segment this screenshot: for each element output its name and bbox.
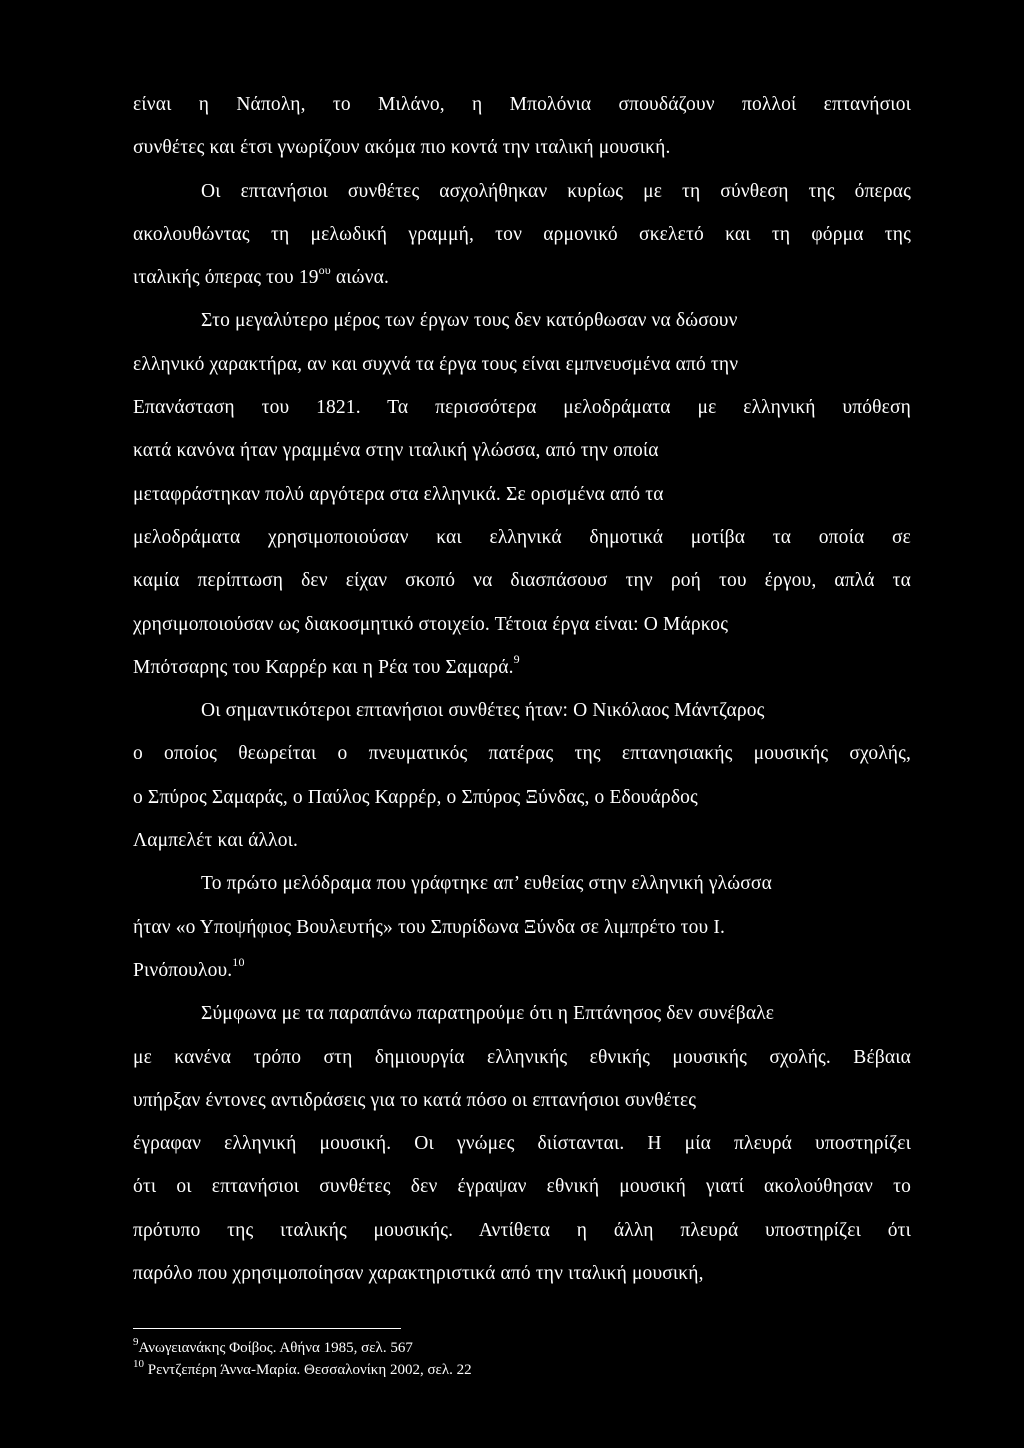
text-line: καμία περίπτωση δεν είχαν σκοπό να διασπάσουσ την ροή του έργου, απλά τα [133,570,911,592]
text-fragment: Μπότσαρης του Καρρέρ και η Ρέα του Σαμαρά. [133,656,514,678]
text-line: Στο μεγαλύτερο μέρος των έργων τους δεν κατόρθωσαν να δώσουν [201,310,738,332]
text-line: είναι η Νάπολη, το Μιλάνο, η Μπολόνια σπουδάζουν πολλοί επτανήσιοι [133,94,911,115]
footnote-number: 10 [133,1358,144,1370]
footnote-text: Ανωγειανάκης Φοίβος. Αθήνα 1985, σελ. 567 [138,1340,413,1356]
text-line: ακολουθώντας τη μελωδική γραμμή, τον αρμονικό σκελετό και τη φόρμα της [133,223,911,245]
text-line: Επανάσταση του 1821. Τα περισσότερα μελοδράματα με ελληνική υπόθεση [133,397,911,419]
text-line: με κανένα τρόπο στη δημιουργία ελληνικής εθνικής μουσικής σχολής. Βέβαια [133,1046,911,1068]
text-line: υπήρξαν έντονες αντιδράσεις για το κατά πόσο οι επτανήσιοι συνθέτες [133,1089,697,1111]
text-line [133,256,911,299]
text-line: παρόλο που χρησιμοποίησαν χαρακτηριστικά από την ιταλική μουσική, [133,1263,704,1285]
text-line: μελοδράματα χρησιμοποιούσαν και ελληνικά δημοτικά μοτίβα τα οποία σε [133,526,911,548]
text-fragment: ιταλικής όπερας του 19 [133,267,319,289]
text-line: ο Σπύρος Σαμαράς, ο Παύλος Καρρέρ, ο Σπύρος Ξύνδας, ο Εδουάρδος [133,786,698,808]
text-line: χρησιμοποιούσαν ως διακοσμητικό στοιχείο. Τέτοια έργα είναι: Ο Μάρκος [133,613,729,635]
footnote [133,1337,911,1359]
footnotes [133,1337,911,1381]
document-body [133,83,911,1295]
text-line: ελληνικό χαρακτήρα, αν και συχνά τα έργα τους είναι εμπνευσμένα από την [133,353,739,375]
superscript-ordinal: ου [318,262,331,277]
text-line: ο οποίος θεωρείται ο πνευματικός πατέρας της επτανησιακής μουσικής σχολής, [133,743,911,765]
text-line: συνθέτες και έτσι γνωρίζουν ακόμα πιο κοντά την ιταλική μουσική. [133,137,671,159]
text-line [133,646,911,689]
footnote-separator [133,1328,401,1329]
text-line [133,949,911,992]
text-line: Λαμπελέτ και άλλοι. [133,830,299,852]
text-line: Το πρώτο μελόδραμα που γράφτηκε απ’ ευθείας στην ελληνική γλώσσα [201,873,772,895]
footnote-reference: 9 [513,652,520,667]
footnote [133,1359,911,1381]
footnote-reference: 10 [232,955,245,970]
text-line: έγραφαν ελληνική μουσική. Οι γνώμες διίστανται. Η μία πλευρά υποστηρίζει [133,1133,911,1155]
text-line: μεταφράστηκαν πολύ αργότερα στα ελληνικά. Σε ορισμένα από τα [133,483,664,505]
footnote-number: 9 [133,1336,139,1348]
text-fragment: Ρινόπουλου. [133,959,233,981]
text-line: Οι επτανήσιοι συνθέτες ασχολήθηκαν κυρίως με τη σύνθεση της όπερας [201,180,911,202]
text-fragment: αιώνα. [330,267,390,289]
text-line: ότι οι επτανήσιοι συνθέτες δεν έγραψαν εθνική μουσική γιατί ακολούθησαν το [133,1176,911,1198]
footnote-text: Ρεντζεπέρη Άννα-Μαρία. Θεσσαλονίκη 2002, σελ. 22 [144,1362,472,1378]
text-line: πρότυπο της ιταλικής μουσικής. Αντίθετα η άλλη πλευρά υποστηρίζει ότι [133,1219,911,1241]
text-line: Σύμφωνα με τα παραπάνω παρατηρούμε ότι η Επτάνησος δεν συνέβαλε [201,1003,775,1025]
text-line: κατά κανόνα ήταν γραμμένα στην ιταλική γλώσσα, από την οποία [133,440,659,462]
text-line: Οι σημαντικότεροι επτανήσιοι συνθέτες ήταν: Ο Νικόλαος Μάντζαρος [201,700,765,722]
text-line: ήταν «ο Υποψήφιος Βουλευτής» του Σπυρίδωνα Ξύνδα σε λιμπρέτο του Ι. [133,916,726,938]
